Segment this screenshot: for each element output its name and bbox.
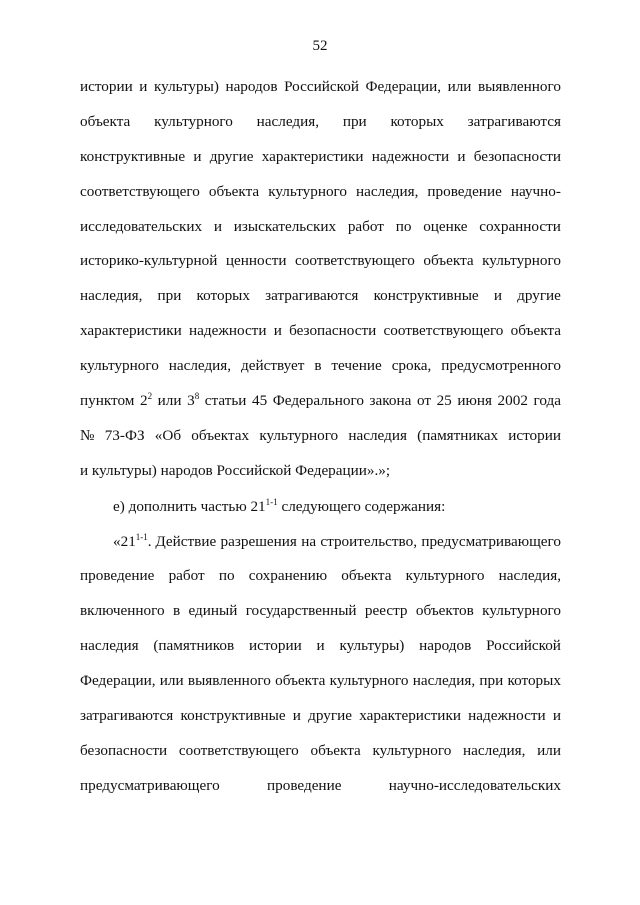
paragraph-amendment: е) дополнить частью 21$^{1-1}$ следующего содержания:	[113, 496, 446, 515]
text-line: предусматривающего проведение научно-исследовательских	[80, 776, 561, 794]
text-line: затрагиваются конструктивные и другие характеристики надежности и	[80, 707, 561, 725]
text-line: конструктивные и другие характеристики надежности и безопасности	[80, 147, 561, 165]
text-line: историко-культурной ценности соответствующего объекта культурного	[80, 252, 561, 270]
text-line: пунктом $2^2$ или $3^8$ статьи 45 Федерального закона от 25 июня 2002 года	[80, 391, 561, 410]
text-line: № 73-ФЗ «Об объектах культурного наследия (памятниках истории	[80, 426, 561, 444]
text-line: «21$^{1-1}$. Действие разрешения на строительство, предусматривающего	[113, 531, 561, 550]
text-line: объекта культурного наследия, при которых затрагиваются	[80, 112, 561, 130]
superscript: 2	[147, 391, 153, 402]
text-line-last: и культуры) народов Российской Федерации».»;	[80, 461, 391, 479]
superscript: 1-1	[265, 496, 278, 507]
text-line: включенного в единый государственный реестр объектов культурного	[80, 602, 561, 620]
text-line: проведение работ по сохранению объекта культурного наследия,	[80, 567, 561, 585]
text-line: истории и культуры) народов Российской Федерации, или выявленного	[80, 78, 561, 95]
text-line: наследия, при которых затрагиваются конструктивные и другие	[80, 287, 561, 305]
text-line: наследия (памятников истории и культуры) народов Российской	[80, 637, 561, 655]
text-line: культурного наследия, действует в течение срока, предусмотренного	[80, 357, 561, 375]
text-line: безопасности соответствующего объекта культурного наследия, или	[80, 741, 561, 759]
text-line: характеристики надежности и безопасности соответствующего объекта	[80, 322, 561, 340]
text-line: исследовательских и изыскательских работ по оценке сохранности	[80, 217, 561, 235]
text-line: Федерации, или выявленного объекта культурного наследия, при которых	[80, 672, 561, 690]
superscript: 1-1	[135, 531, 148, 542]
superscript: 8	[194, 391, 200, 402]
page-number: 52	[312, 38, 328, 54]
text-line: соответствующего объекта культурного наследия, проведение научно-	[80, 182, 561, 200]
document-body	[80, 74, 561, 808]
